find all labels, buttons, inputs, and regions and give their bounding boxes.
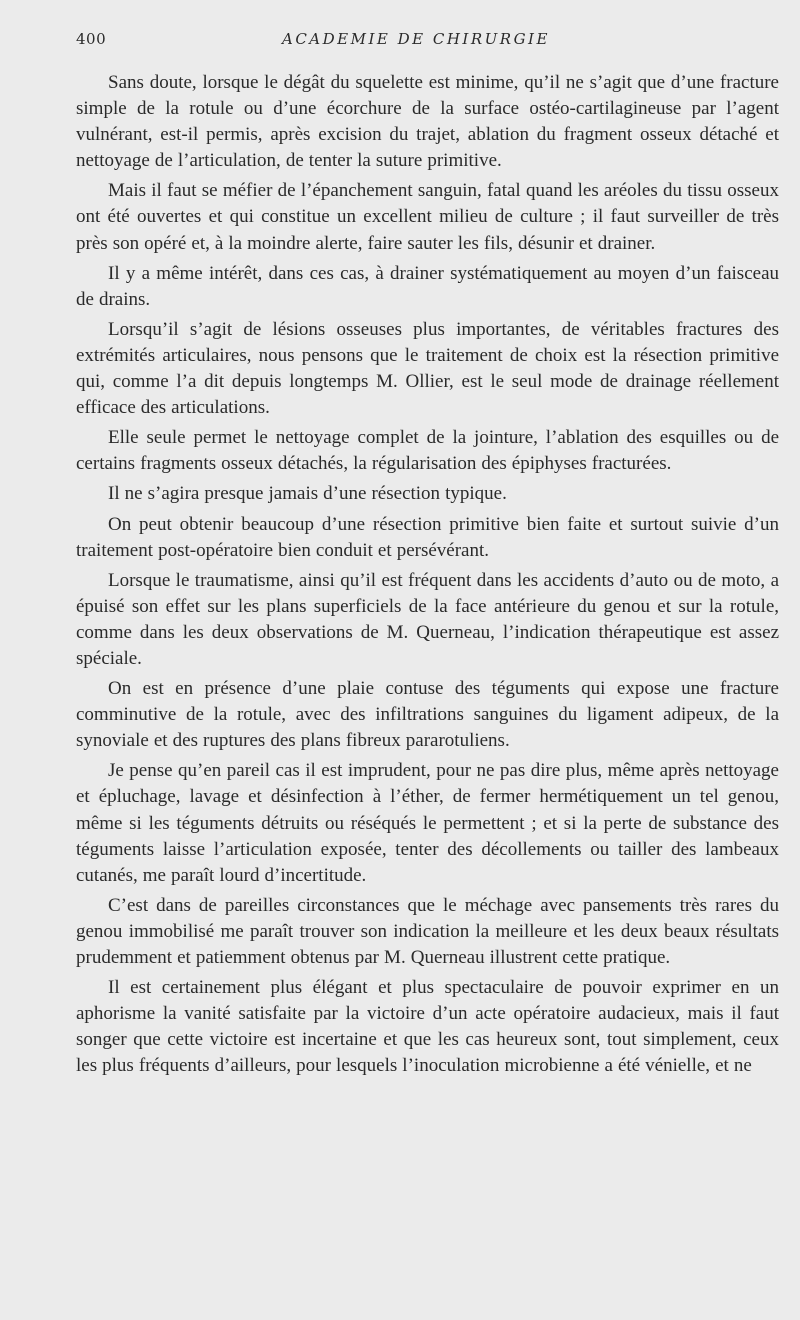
paragraph: On est en présence d’une plaie contuse des téguments qui expose une fracture comminutive de la rotule, avec des infiltrations sanguines du ligament adipeux, de la synoviale et des ruptures des plans fibreux pararotuliens. <box>76 678 779 752</box>
running-header <box>76 30 776 52</box>
paragraph: Elle seule permet le nettoyage complet de la jointure, l’ablation des esquilles ou de certains fragments osseux détachés, la régularisation des épiphyses fracturées. <box>76 427 779 475</box>
paragraph: Lorsque le traumatisme, ainsi qu’il est fréquent dans les accidents d’auto ou de moto, a épuisé son effet sur les plans superficiels de la face antérieure du genou et sur la rotule, comme dans les deux observations de M. Querneau, l’indication thérapeutique est assez spéciale. <box>76 569 779 669</box>
journal-title: ACADEMIE DE CHIRURGIE <box>282 30 550 48</box>
paragraph: Mais il faut se méfier de l’épanchement sanguin, fatal quand les aréoles du tissu osseux ont été ouvertes et qui constitue un excellent milieu de culture ; il faut surveiller de très près son opéré et, à la moindre alerte, faire sauter les fils, désunir et drainer. <box>76 180 779 254</box>
page-number: 400 <box>76 30 107 48</box>
body-text <box>76 70 779 1083</box>
paragraph: Je pense qu’en pareil cas il est imprudent, pour ne pas dire plus, même après nettoyage et épluchage, lavage et désinfection à l’éther, de fermer hermétiquement un tel genou, même si les téguments détruits ou réséqués le permettent ; et si la perte de substance des téguments laisse l’articulation exposée, tenter des décollements ou tailler des lambeaux cutanés, me paraît lourd d’incertitude. <box>76 760 779 886</box>
paragraph: Il ne s’agira presque jamais d’une résection typique. <box>108 483 507 505</box>
paragraph: Sans doute, lorsque le dégât du squelette est minime, qu’il ne s’agit que d’une fracture simple de la rotule ou d’une écorchure de la surface ostéo-cartilagineuse par l’agent vulnérant, est-il permis, après excision du trajet, ablation du fragment osseux détaché et nettoyage de l’articulation, de tenter la suture primitive. <box>76 72 779 172</box>
paragraph: Lorsqu’il s’agit de lésions osseuses plus importantes, de véritables fractures des extrémités articulaires, nous pensons que le traitement de choix est la résection primitive qui, comme l’a dit depuis longtemps M. Ollier, est le seul mode de drainage réellement efficace des articulations. <box>76 318 779 419</box>
paragraph: C’est dans de pareilles circonstances que le méchage avec pansements très rares du genou immobilisé me paraît trouver son indication la meilleure et les deux beaux résultats prudemment et patiemment obtenus par M. Querneau illustrent cette pratique. <box>76 894 779 968</box>
paragraph: Il y a même intérêt, dans ces cas, à drainer systématiquement au moyen d’un faisceau de drains. <box>76 262 779 310</box>
paragraph: On peut obtenir beaucoup d’une résection primitive bien faite et surtout suivie d’un traitement post-opératoire bien conduit et persévérant. <box>76 513 779 561</box>
paragraph: Il est certainement plus élégant et plus spectaculaire de pouvoir exprimer en un aphorisme la vanité satisfaite par la victoire d’un acte opératoire audacieux, mais il faut songer que cette victoire est incertaine et que les cas heureux sont, tout simplement, ceux les plus fréquents d’ailleurs, pour lesquels l’inoculation microbienne a été vénielle, et ne <box>76 977 779 1077</box>
